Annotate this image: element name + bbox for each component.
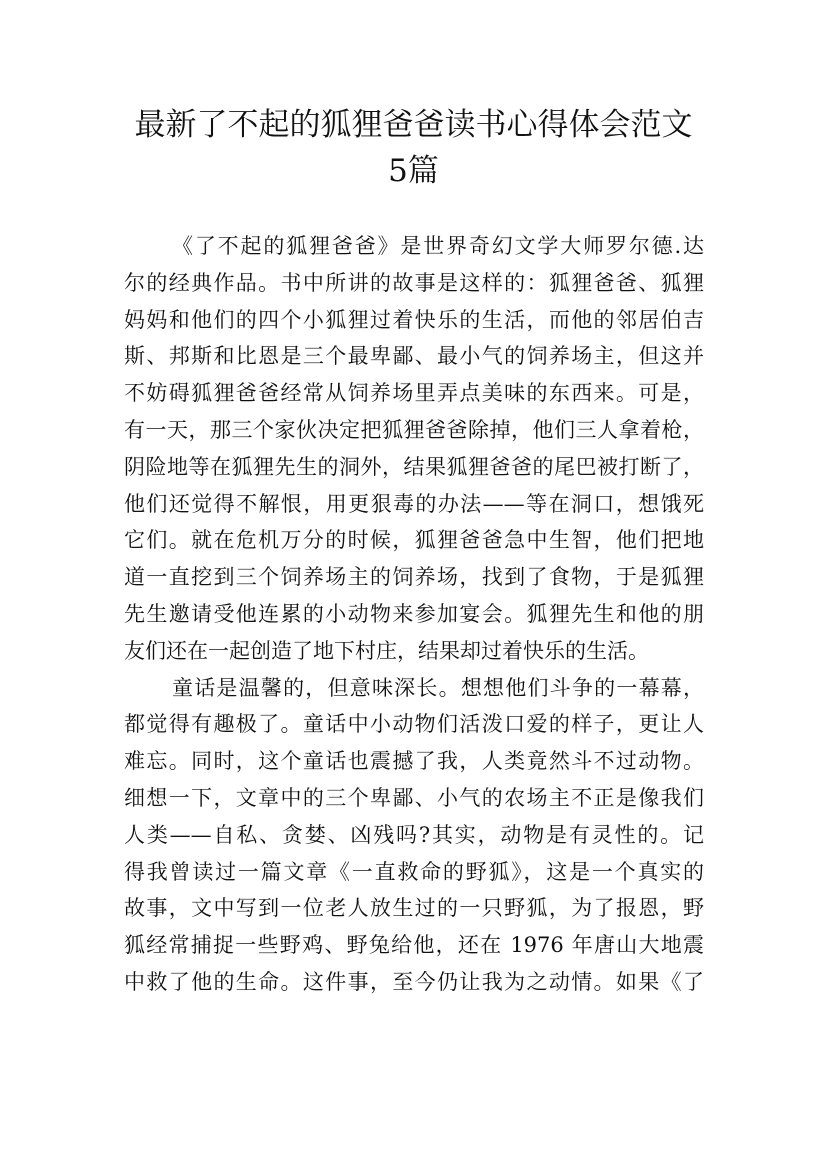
title-line-2: 5篇	[388, 153, 439, 189]
paragraph-line: 难忘。同时，这个童话也震撼了我，人类竟然斗不过动物。	[124, 749, 704, 774]
paragraph-line: 妈妈和他们的四个小狐狸过着快乐的生活，而他的邻居伯吉	[124, 307, 704, 332]
paragraph-line: 它们。就在危机万分的时候，狐狸爸爸急中生智，他们把地	[124, 528, 704, 553]
paragraph-line: 人类——自私、贪婪、凶残吗?其实，动物是有灵性的。记	[124, 822, 704, 847]
paragraph-line: 童话是温馨的，但意味深长。想想他们斗争的一幕幕，	[172, 675, 704, 700]
paragraph-line: 故事，文中写到一位老人放生过的一只野狐，为了报恩，野	[124, 896, 704, 921]
document-title	[100, 102, 727, 194]
paragraph-line: 阴险地等在狐狸先生的洞外，结果狐狸爸爸的尾巴被打断了，	[124, 454, 704, 479]
document-body	[124, 228, 704, 1001]
paragraph-line: 《了不起的狐狸爸爸》是世界奇幻文学大师罗尔德.达	[172, 234, 704, 258]
paragraph-line: 细想一下，文章中的三个卑鄙、小气的农场主不正是像我们	[124, 785, 704, 810]
paragraph-line: 尔的经典作品。书中所讲的故事是这样的：狐狸爸爸、狐狸	[124, 270, 704, 295]
paragraph-line: 有一天，那三个家伙决定把狐狸爸爸除掉，他们三人拿着枪，	[124, 417, 704, 442]
paragraph-line: 不妨碍狐狸爸爸经常从饲养场里弄点美味的东西来。可是，	[124, 381, 704, 406]
paragraph-line: 狐经常捕捉一些野鸡、野兔给他，还在 1976 年唐山大地震	[124, 933, 704, 958]
paragraph-line: 斯、邦斯和比恩是三个最卑鄙、最小气的饲养场主，但这并	[124, 344, 704, 369]
paragraph-line: 先生邀请受他连累的小动物来参加宴会。狐狸先生和他的朋	[124, 601, 704, 626]
paragraph-line: 得我曾读过一篇文章《一直救命的野狐》，这是一个真实的	[124, 859, 704, 884]
paragraph-line: 他们还觉得不解恨，用更狠毒的办法——等在洞口，想饿死	[124, 491, 704, 516]
paragraph-line: 道一直挖到三个饲养场主的饲养场，找到了食物，于是狐狸	[124, 565, 704, 590]
paragraph-line: 都觉得有趣极了。童话中小动物们活泼口爱的样子，更让人	[124, 712, 704, 737]
title-line-1: 最新了不起的狐狸爸爸读书心得体会范文	[134, 107, 693, 143]
paragraph-line: 友们还在一起创造了地下村庄，结果却过着快乐的生活。	[124, 638, 649, 663]
paragraph-line: 中救了他的生命。这件事，至今仍让我为之动情。如果《了	[124, 969, 704, 994]
